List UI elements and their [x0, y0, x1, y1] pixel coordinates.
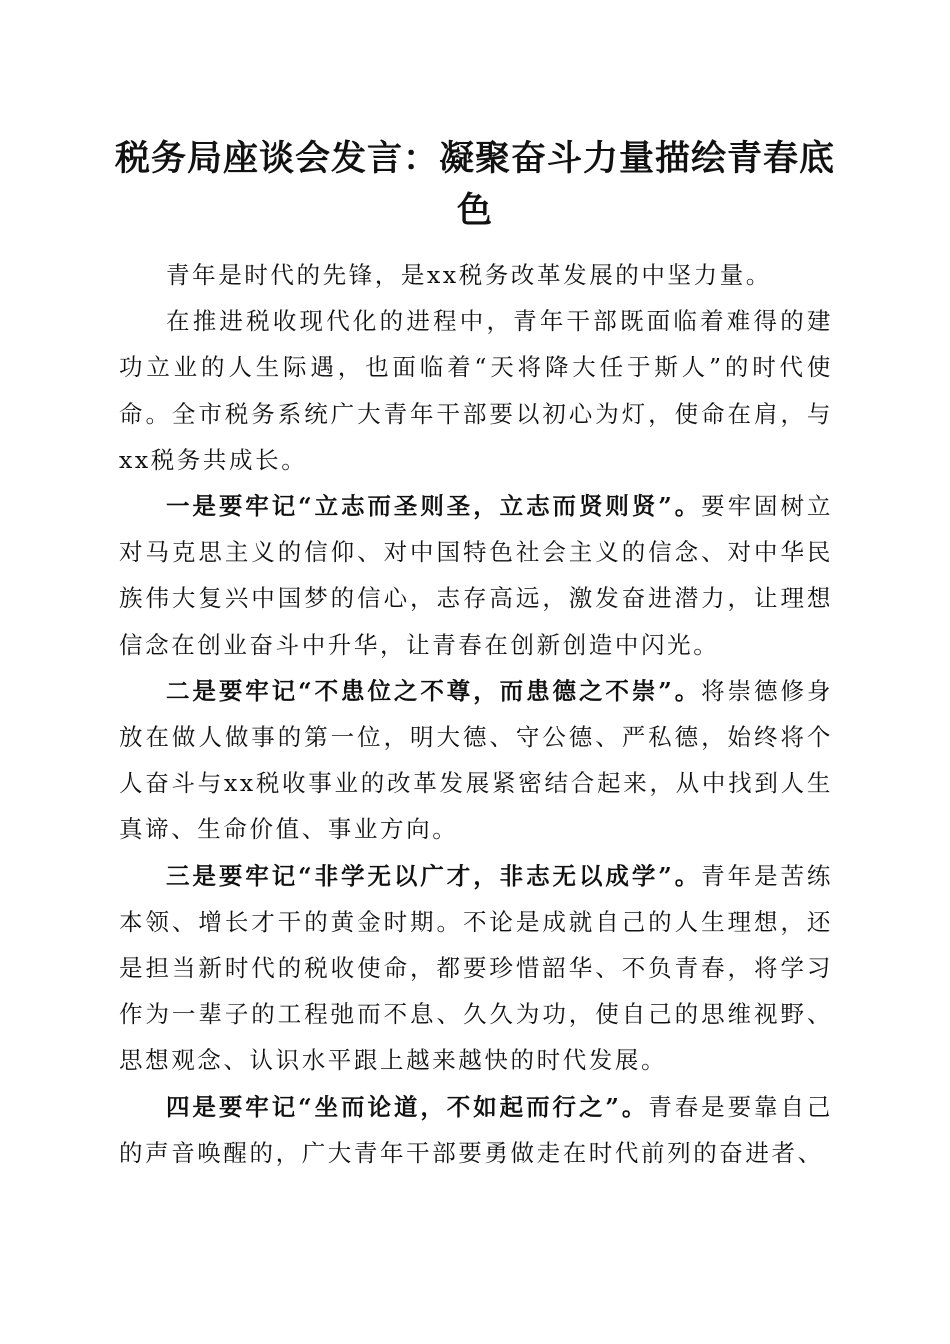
document-body	[119, 252, 833, 1176]
paragraph-point-two	[119, 668, 833, 853]
paragraph-text: 青春是要靠自己的声音唤醒的，广大青年干部要勇做走在时代前列的奋进者、	[119, 1092, 834, 1167]
paragraph-point-one	[119, 483, 833, 668]
paragraph-lead: 三是要牢记“非学无以广才，非志无以成学”。	[166, 861, 702, 890]
paragraph-text: 青年是时代的先锋，是xx税务改革发展的中坚力量。	[166, 261, 772, 289]
paragraph-point-three	[119, 853, 833, 1084]
paragraph-intro	[119, 252, 833, 298]
paragraph-text: 在推进税收现代化的进程中，青年干部既面临着难得的建功立业的人生际遇，也面临着“天将降大任于斯人”的时代使命。全市税务系统广大青年干部要以初心为灯，使命在肩，与xx税务共成长。	[119, 307, 833, 474]
paragraph-lead: 二是要牢记“不患位之不尊，而患德之不崇”。	[166, 676, 702, 705]
paragraph-lead: 四是要牢记“坐而论道，不如起而行之”。	[166, 1092, 649, 1121]
paragraph-context	[119, 298, 833, 483]
document-title: 税务局座谈会发言：凝聚奋斗力量描绘青春底色	[114, 138, 835, 231]
paragraph-text: 要牢固树立对马克思主义的信仰、对中国特色社会主义的信念、对中华民族伟大复兴中国梦的信心，志存高远，激发奋进潜力，让理想信念在创业奋斗中升华，让青春在创新创造中闪光。	[119, 492, 833, 659]
paragraph-text: 将崇德修身放在做人做事的第一位，明大德、守公德、严私德，始终将个人奋斗与xx税收事业的改革发展紧密结合起来，从中找到人生真谛、生命价值、事业方向。	[119, 676, 833, 844]
paragraph-point-four	[119, 1084, 833, 1176]
paragraph-lead: 一是要牢记“立志而圣则圣，立志而贤则贤”。	[166, 492, 702, 521]
paragraph-text: 青年是苦练本领、增长才干的黄金时期。不论是成就自己的人生理想，还是担当新时代的税收使命，都要珍惜韶华、不负青春，将学习作为一辈子的工程弛而不息、久久为功，使自己的思维视野、思想观念、认识水平跟上越来越快的时代发展。	[119, 861, 833, 1075]
